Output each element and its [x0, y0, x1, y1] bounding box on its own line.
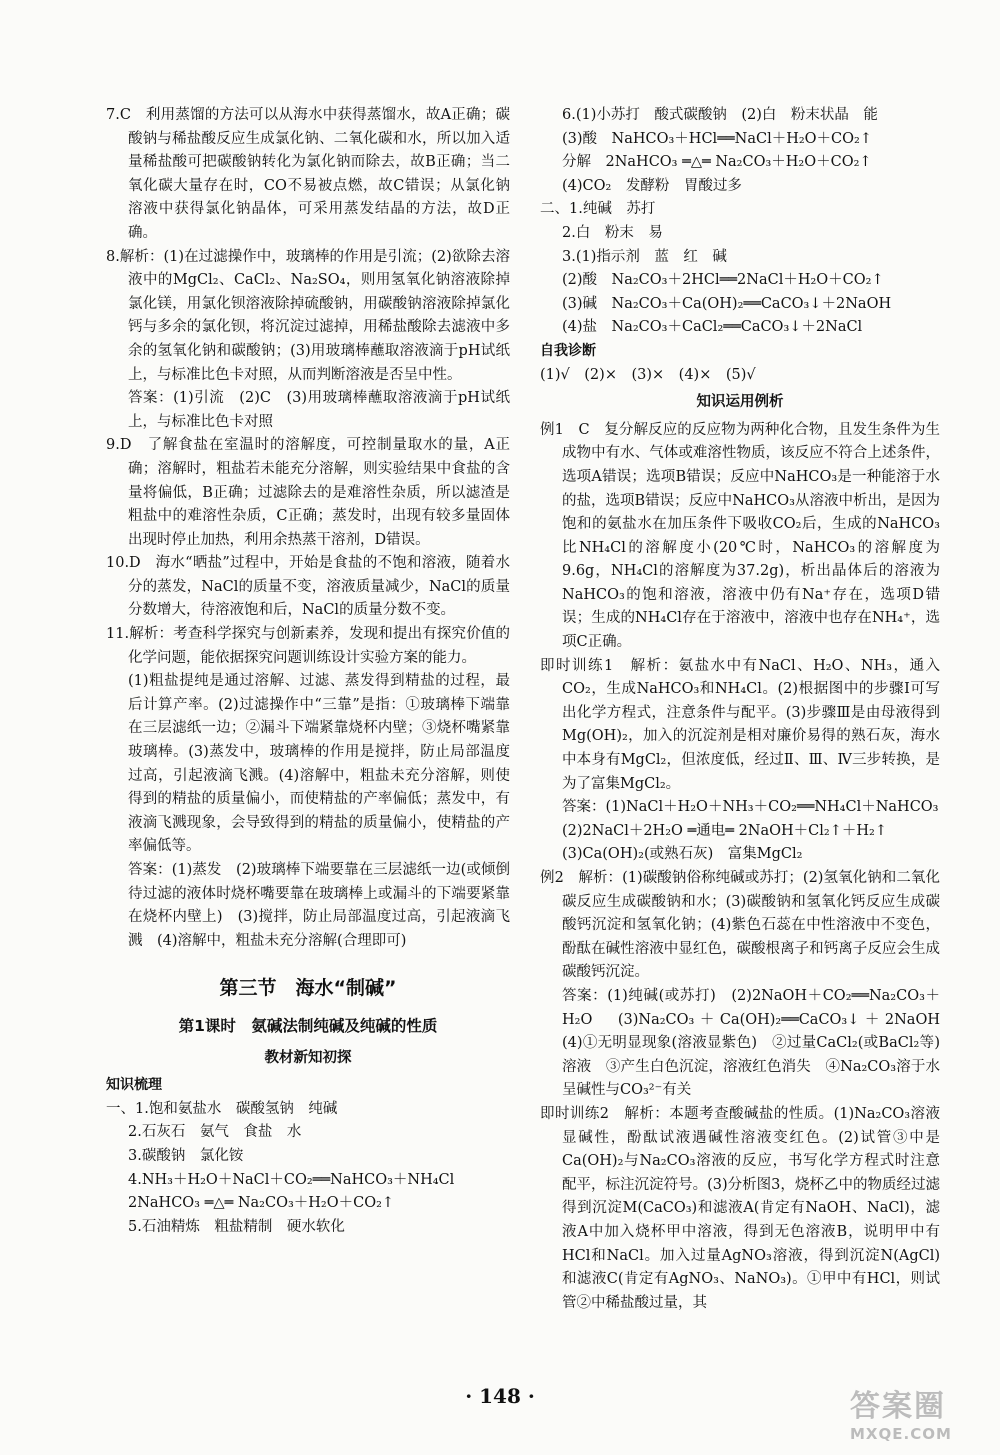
right-paragraph: 分解 2NaHCO₃ ═△═ Na₂CO₃＋H₂O＋CO₂↑: [562, 154, 872, 171]
right-paragraph: (1)√ (2)× (3)× (4)× (5)√: [540, 366, 756, 383]
left-paragraph: 答案：(1)蒸发 (2)玻璃棒下端要靠在三层滤纸一边(或倾倒待过滤的液体时烧杯嘴要靠在玻璃棒上或漏斗的下端要紧靠在烧杯内壁上) (3)搅拌，防止局部温度过高，引起液滴飞溅 (4)溶解中，粗盐未充分溶解(合理即可): [128, 862, 510, 949]
left-paragraph: 10.D 海水“晒盐”过程中，开始是食盐的不饱和溶液，随着水分的蒸发，NaCl的质量不变，溶液质量减少，NaCl的质量分数增大，待溶液饱和后，NaCl的质量分数不变。: [106, 555, 510, 619]
right-paragraph: 知识运用例析: [696, 394, 784, 411]
right-paragraph: 二、1.纯碱 苏打: [540, 201, 656, 218]
right-paragraph: 自我诊断: [540, 342, 596, 359]
right-paragraph: (4)盐 Na₂CO₃＋CaCl₂══CaCO₃↓＋2NaCl: [562, 319, 863, 336]
right-paragraph: 6.(1)小苏打 酸式碳酸钠 (2)白 粉末状晶 能: [562, 107, 878, 123]
watermark-logo: [850, 1381, 982, 1441]
right-paragraph: (3)碱 Na₂CO₃＋Ca(OH)₂══CaCO₃↓＋2NaOH: [562, 295, 892, 312]
left-paragraph: 第三节 海水“制碱”: [219, 977, 397, 1000]
right-paragraph: (3)酸 NaHCO₃＋HCl══NaCl＋H₂O＋CO₂↑: [562, 130, 873, 147]
page-number: · 148 ·: [465, 1384, 535, 1408]
right-paragraph: 例2 解析：(1)碳酸钠俗称纯碱或苏打；(2)氢氧化钠和二氧化碳反应生成碳酸钠和水；(3)碳酸钠和氢氧化钙反应生成碳酸钙沉淀和氢氧化钠；(4)紫色石蕊在中性溶液中不变色，酚酞在碱性溶液中显红色，碳酸根离子和钙离子反应会生成碳酸钙沉淀。: [540, 870, 940, 981]
right-paragraph: 即时训练2 解析：本题考查酸碱盐的性质。(1)Na₂CO₃溶液显碱性，酚酞试液遇碱性溶液变红色。(2)试管③中是Ca(OH)₂与Na₂CO₃溶液的反应，书写化学方程式时注意配平，标注沉淀符号。(3)分析图3，烧杯乙中的物质经过滤得到沉淀M(CaCO₃)和滤液A(肯定有NaOH、NaCl)，滤液A中加入烧杯甲中溶液，得到无色溶液B，说明甲中有HCl和NaCl。加入过量AgNO₃溶液，得到沉淀N(AgCl)和滤液C(肯定有AgNO₃、NaNO₃)。①甲中有HCl，则试管②中稀盐酸过量，其: [540, 1105, 940, 1311]
right-paragraph: 3.(1)指示剂 蓝 红 碱: [562, 248, 727, 265]
left-paragraph: 第1课时 氨碱法制纯碱及纯碱的性质: [178, 1016, 438, 1035]
right-paragraph: 即时训练1 解析：氨盐水中有NaCl、H₂O、NH₃，通入CO₂，生成NaHCO₃和NH₄Cl。(2)根据图中的步骤Ⅰ可写出化学方程式，注意条件与配平。(3)步骤Ⅲ是由母液得到Mg(OH)₂，加入的沉淀剂是相对廉价易得的熟石灰，海水中本身有MgCl₂，但浓度低，经过Ⅱ、Ⅲ、Ⅳ三步转换，是为了富集MgCl₂。: [540, 657, 940, 792]
right-paragraph: (4)CO₂ 发酵粉 胃酸过多: [562, 177, 742, 194]
left-column: [106, 104, 510, 1239]
right-paragraph: 答案：(1)纯碱(或苏打) (2)2NaOH＋CO₂══Na₂CO₃＋H₂O (3)Na₂CO₃＋Ca(OH)₂══CaCO₃↓＋2NaOH (4)①无明显现象(溶液显紫色) ②过量CaCl₂(或BaCl₂等)溶液 ③产生白色沉淀，溶液红色消失 ④Na₂CO₃溶于水呈碱性与CO₃²⁻有关: [562, 987, 955, 1099]
left-paragraph: 知识梳理: [106, 1077, 162, 1094]
left-paragraph: (1)粗盐提纯是通过溶解、过滤、蒸发得到精盐的过程，最后计算产率。(2)过滤操作中“三靠”是指：①玻璃棒下端靠在三层滤纸一边；②漏斗下端紧靠烧杯内壁；③烧杯嘴紧靠玻璃棒。(3)蒸发中，玻璃棒的作用是搅拌，防止局部温度过高，引起液滴飞溅。(4)溶解中，粗盐未充分溶解，则使得到的精盐的质量偏小，而使精盐的产率偏低；蒸发中，有液滴飞溅现象，会导致得到的精盐的质量偏小，使精盐的产率偏低等。: [128, 673, 510, 855]
right-paragraph: 答案：(1)NaCl＋H₂O＋NH₃＋CO₂══NH₄Cl＋NaHCO₃: [562, 799, 939, 816]
right-paragraph: (2)2NaCl＋2H₂O ═通电═ 2NaOH＋Cl₂↑＋H₂↑: [562, 822, 887, 839]
left-paragraph: 一、1.饱和氨盐水 碳酸氢钠 纯碱: [106, 1100, 338, 1117]
right-column: [540, 104, 955, 1315]
left-paragraph: 9.D 了解食盐在室温时的溶解度，可控制量取水的量，A正确；溶解时，粗盐若未能充分溶解，则实验结果中食盐的含量将偏低，B正确；过滤除去的是难溶性杂质，所以滤渣是粗盐中的难溶性杂质，C正确；蒸发时，出现有较多量固体出现时停止加热，利用余热蒸干溶剂，D错误。: [106, 437, 510, 548]
left-paragraph: 2NaHCO₃ ═△═ Na₂CO₃＋H₂O＋CO₂↑: [128, 1195, 395, 1212]
watermark-text: 答案圈: [850, 1389, 946, 1424]
right-paragraph: (2)酸 Na₂CO₃＋2HCl══2NaCl＋H₂O＋CO₂↑: [562, 272, 884, 289]
left-paragraph: 答案：(1)引流 (2)C (3)用玻璃棒蘸取溶液滴于pH试纸上，与标准比色卡对照: [128, 390, 510, 430]
left-paragraph: 8.解析：(1)在过滤操作中，玻璃棒的作用是引流；(2)欲除去溶液中的MgCl₂、CaCl₂、Na₂SO₄，则用氢氧化钠溶液除掉氯化镁，用氯化钡溶液除掉硫酸钠，用碳酸钠溶液除掉氯化钙与多余的氯化钡，将沉淀过滤掉，用稀盐酸除去滤液中多余的氢氧化钠和碳酸钠；(3)用玻璃棒蘸取溶液滴于pH试纸上，与标准比色卡对照，从而判断溶液是否呈中性。: [106, 248, 510, 383]
right-paragraph: (3)Ca(OH)₂(或熟石灰) 富集MgCl₂: [562, 846, 803, 863]
right-paragraph: 2.白 粉末 易: [562, 224, 663, 241]
left-paragraph: 4.NH₃＋H₂O＋NaCl＋CO₂══NaHCO₃＋NH₄Cl: [128, 1171, 455, 1188]
left-paragraph: 3.碳酸钠 氯化铵: [128, 1147, 244, 1164]
right-paragraph: 例1 C 复分解反应的反应物为两种化合物，且发生条件为生成物中有水、气体或难溶性物质，该反应不符合上述条件，选项A错误；选项B错误；反应中NaHCO₃是一种能溶于水的盐，选项B错误；反应中NaHCO₃从溶液中析出，是因为饱和的氨盐水在加压条件下吸收CO₂后，生成的NaHCO₃比NH₄Cl的溶解度小(20℃时，NaHCO₃的溶解度为9.6g，NH₄Cl的溶解度为37.2g)，析出晶体后的溶液为NaHCO₃的饱和溶液，溶液中仍有Na⁺存在，选项D错误；生成的NH₄Cl存在于溶液中，溶液中也存在NH₄⁺，选项C正确。: [540, 421, 940, 651]
left-paragraph: 教材新知初探: [264, 1049, 352, 1066]
watermark-url: MXQE.COM: [850, 1425, 952, 1443]
left-paragraph: 2.石灰石 氨气 食盐 水: [128, 1124, 302, 1141]
left-paragraph: 11.解析：考查科学探究与创新素养，发现和提出有探究价值的化学问题，能依据探究问题训练设计实验方案的能力。: [106, 626, 510, 666]
left-paragraph: 5.石油精炼 粗盐精制 硬水软化: [128, 1218, 345, 1235]
left-paragraph: 7.C 利用蒸馏的方法可以从海水中获得蒸馏水，故A正确；碳酸钠与稀盐酸反应生成氯化钠、二氧化碳和水，所以加入适量稀盐酸可把碳酸钠转化为氯化钠而除去，故B正确；当二氧化碳大量存在时，CO不易被点燃，故C错误；从氯化钠溶液中获得氯化钠晶体，可采用蒸发结晶的方法，故D正确。: [106, 107, 510, 241]
